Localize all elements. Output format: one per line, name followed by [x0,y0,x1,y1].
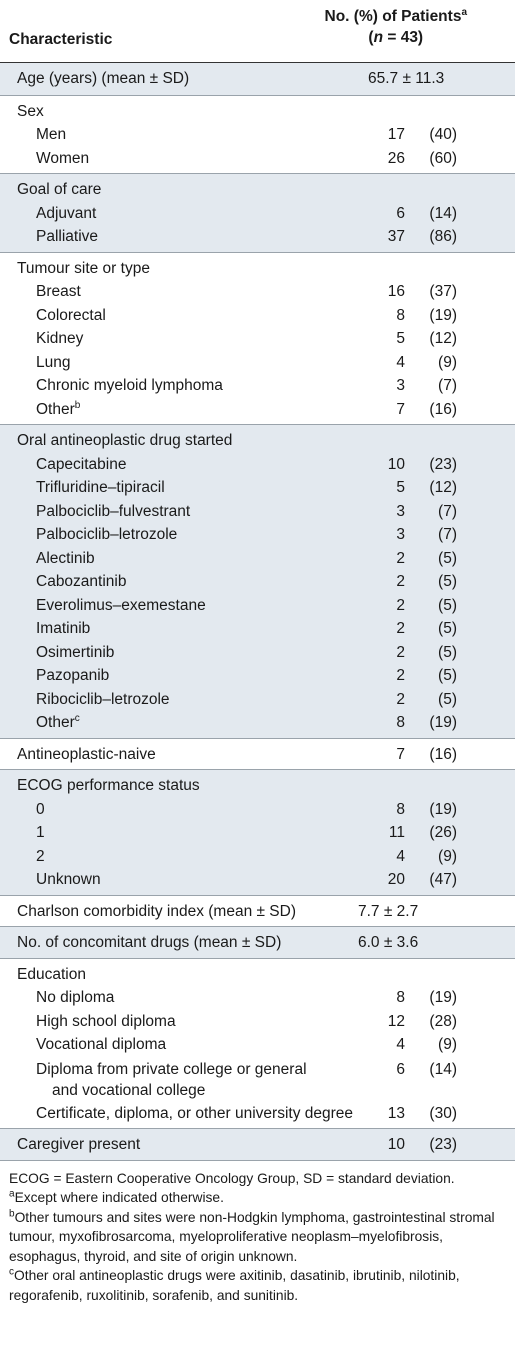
table-row [0,476,515,500]
patient-count: 3 [396,377,405,394]
row-label: Men [36,126,67,143]
patient-percent: (19) [429,800,457,818]
table-row [0,351,515,375]
table-row [0,123,515,147]
table-row [0,1102,515,1126]
patient-percent: (47) [429,871,457,888]
patient-percent: (16) [429,400,457,418]
patient-percent: (28) [429,1012,457,1030]
header-patients: No. (%) of Patients$^a$ (n = 43) [324,6,467,46]
table-row [0,986,515,1010]
patient-percent: (9) [438,1036,457,1053]
row-label: Kidney [36,330,84,347]
row-label: Other$^c$ [36,712,80,731]
patient-percent: (9) [438,353,457,371]
patient-count: 16 [387,283,405,300]
patient-count: 3 [396,502,405,520]
row-label: Cabozantinib [36,573,127,590]
patient-count: 2 [396,573,405,590]
mean-sd-value: 65.7 ± 11.3 [368,70,445,87]
footnote: $^a$Except where indicated otherwise. [9,1188,224,1205]
row-group [0,174,515,253]
patient-percent: (7) [438,377,457,394]
patient-count: 2 [396,643,405,661]
table-row [0,547,515,571]
table-row [0,798,515,822]
mean-sd-value: 6.0 ± 3.6 [358,934,419,951]
patient-percent: (16) [429,745,457,763]
row-group [0,770,515,896]
patient-count: 10 [387,455,405,473]
table-row [0,453,515,477]
patient-percent: (9) [438,847,457,865]
table-row [0,688,515,712]
table-row [0,641,515,665]
patient-percent: (5) [438,620,457,637]
table-row [0,500,515,524]
patient-count: 4 [396,1036,405,1053]
patient-count: 26 [387,149,405,167]
row-label: Alectinib [36,549,95,567]
row-label: Breast [36,283,81,300]
table-row [0,398,515,422]
table-row [0,1057,515,1102]
row-label: High school diploma [36,1012,176,1030]
table-row [0,304,515,328]
patient-percent: (5) [438,549,457,567]
row-label: Osimertinib [36,643,115,661]
patient-percent: (5) [438,667,457,684]
row-group [0,959,515,1130]
footnote: $^c$Other oral antineoplastic drugs were axitinib, dasatinib, ibrutinib, nilotinib, regorafenib, ruxolitinib, sorafenib, and sunitinib. [9,1266,460,1303]
row-label: Palliative [36,228,99,245]
row-label: Palbociclib–letrozole [36,526,178,543]
patient-percent: (5) [438,573,457,590]
table-row [0,664,515,688]
patient-percent: (12) [429,479,457,496]
patient-count: 20 [387,871,405,888]
table-footnotes [0,1161,515,1306]
patient-count: 2 [396,667,405,684]
row-label: Pazopanib [36,667,110,684]
row-label: Adjuvant [36,204,97,222]
row-label: 0 [36,800,45,818]
footnote: $^b$Other tumours and sites were non-Hodgkin lymphoma, gastrointestinal stromal tumour, myxofibrosarcoma, myeloproliferative neoplasm–myelofibrosis, esophagus, thyroid, and site of origin unknown. [9,1207,495,1264]
table-row [0,617,515,641]
patient-count: 2 [396,549,405,567]
table-row [0,225,515,249]
patient-count: 12 [387,1012,405,1030]
patient-percent: (14) [429,204,457,222]
footnote: ECOG = Eastern Cooperative Oncology Group, SD = standard deviation. [9,1170,455,1186]
patient-percent: (7) [438,502,457,520]
row-label: Certificate, diploma, or other university degree [36,1104,354,1122]
row-label: Caregiver present [17,1136,141,1153]
patient-count: 6 [396,204,405,222]
row-label: Other$^b$ [36,399,81,418]
table-row [0,711,515,735]
row-group [0,253,515,426]
table-row [0,821,515,845]
row-label: No. of concomitant drugs (mean ± SD) [17,934,282,951]
patient-count: 7 [396,745,405,763]
row-label: Charlson comorbidity index (mean ± SD) [17,902,296,920]
patient-percent: (86) [429,228,457,245]
table-header [0,0,515,63]
table-row [0,67,515,91]
patient-percent: (19) [429,306,457,324]
row-label: No diploma [36,989,115,1006]
row-label: Oral antineoplastic drug started [17,432,233,449]
row-label: Diploma from private college or general and vocational college [36,1060,307,1099]
table-row [0,1010,515,1034]
patient-percent: (26) [429,824,457,841]
row-label: Vocational diploma [36,1036,167,1053]
row-group [0,96,515,175]
table-row [0,374,515,398]
patient-count: 8 [396,989,405,1006]
table-row [0,931,515,955]
patient-percent: (5) [438,596,457,614]
row-label: Colorectal [36,306,106,324]
table-body [0,63,515,1161]
patient-percent: (30) [429,1104,457,1122]
row-group [0,896,515,928]
patient-count: 4 [396,353,405,371]
patient-percent: (19) [429,714,457,731]
table-row [0,594,515,618]
table-row [0,429,515,453]
patient-percent: (23) [429,1136,457,1153]
patient-count: 8 [396,800,405,818]
patient-count: 5 [396,330,405,347]
row-label: Palbociclib–fulvestrant [36,502,191,520]
patient-count: 6 [396,1060,405,1078]
patient-percent: (12) [429,330,457,347]
table-row [0,178,515,202]
patient-percent: (7) [438,526,457,543]
row-group [0,739,515,771]
table-row [0,257,515,281]
row-label: ECOG performance status [17,777,200,794]
patient-percent: (40) [429,126,457,143]
row-label: Sex [17,102,44,120]
row-label: Imatinib [36,620,91,637]
patient-percent: (37) [429,283,457,300]
row-label: Lung [36,353,71,371]
header-characteristic: Characteristic [9,31,113,48]
patient-count: 3 [396,526,405,543]
patient-percent: (5) [438,690,457,708]
row-label: Education [17,965,86,983]
row-label: 2 [36,847,45,865]
patient-count: 2 [396,690,405,708]
row-group [0,425,515,739]
patient-percent: (60) [429,149,457,167]
row-label: Age (years) (mean ± SD) [17,70,190,87]
table-row [0,523,515,547]
mean-sd-value: 7.7 ± 2.7 [358,902,419,920]
row-label: Chronic myeloid lymphoma [36,377,223,394]
row-label: Ribociclib–letrozole [36,690,170,708]
patient-percent: (5) [438,643,457,661]
table-row [0,147,515,171]
row-label: Unknown [36,871,101,888]
table-row [0,570,515,594]
row-label: Tumour site or type [17,259,150,277]
row-group [0,927,515,959]
row-label: Women [36,149,90,167]
patient-percent: (19) [429,989,457,1006]
patient-count: 4 [396,847,405,865]
table-row [0,280,515,304]
table-row [0,774,515,798]
row-group [0,1129,515,1161]
row-label: Everolimus–exemestane [36,596,206,614]
table-row [0,202,515,226]
patient-count: 2 [396,596,405,614]
row-label: Trifluridine–tipiracil [36,479,165,496]
patient-count: 7 [396,400,405,418]
table-row [0,100,515,124]
patient-count: 13 [387,1104,405,1122]
row-label: Antineoplastic-naive [17,745,156,763]
row-label: Goal of care [17,181,102,198]
patient-count: 37 [387,228,405,245]
table-row [0,963,515,987]
table-row [0,845,515,869]
table-row [0,1033,515,1057]
patient-count: 8 [396,714,405,731]
table-row [0,868,515,892]
table-row [0,900,515,924]
table-row [0,1133,515,1157]
patient-count: 17 [387,126,405,143]
patient-count: 11 [388,824,405,841]
patient-count: 5 [396,479,405,496]
row-group [0,63,515,96]
row-label: Capecitabine [36,455,127,473]
patient-count: 10 [387,1136,405,1153]
patient-percent: (23) [429,455,457,473]
patient-count: 8 [396,306,405,324]
patient-count: 2 [396,620,405,637]
table-row [0,327,515,351]
patient-percent: (14) [429,1060,457,1078]
row-label: 1 [36,824,45,841]
table-row [0,743,515,767]
